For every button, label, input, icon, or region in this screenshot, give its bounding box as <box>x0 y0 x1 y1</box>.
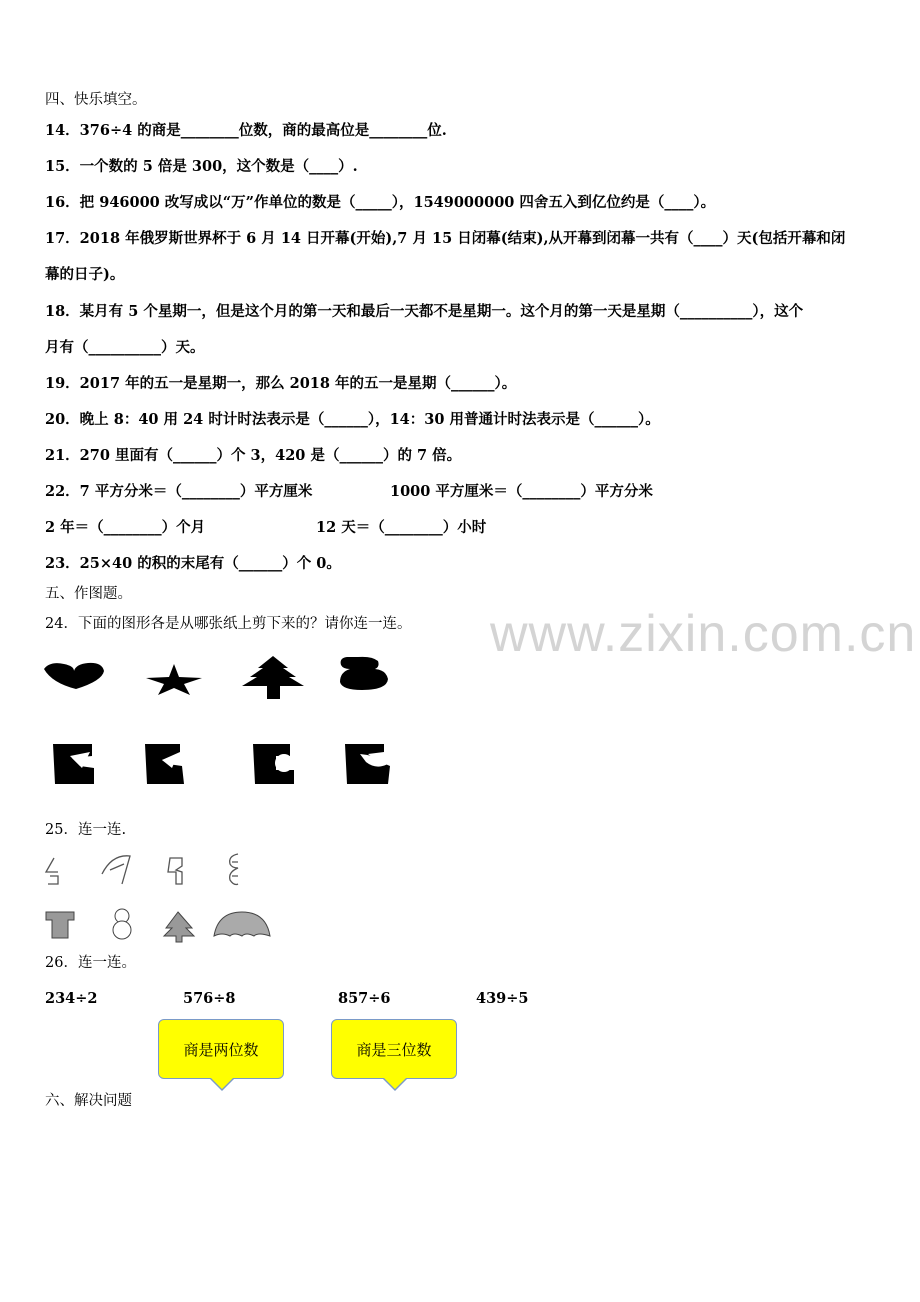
q25-pictures <box>42 850 272 945</box>
question-19: 19．2017 年的五一是星期一，那么 2018 年的五一是星期（______）。 <box>45 375 517 392</box>
question-22-part1: 22．7 平方分米＝（________）平方厘米 <box>45 483 313 500</box>
question-22-part3: 2 年＝（________）个月 <box>45 519 206 536</box>
mushroom-icon <box>46 912 74 938</box>
expression-4: 439÷5 <box>476 990 529 1007</box>
half-umbrella-icon <box>102 856 130 884</box>
question-15: 15．一个数的 5 倍是 300，这个数是（____）. <box>45 158 358 175</box>
question-17-line1: 17．2018 年俄罗斯世界杯于 6 月 14 日开幕(开始),7 月 15 日闭幕(结束),从开幕到闭幕一共有（____）天(包括开幕和闭 <box>45 230 846 247</box>
expression-1: 234÷2 <box>45 990 98 1007</box>
section-6-heading: 六、解决问题 <box>45 1093 132 1109</box>
bubble-three-digit-label: 商是三位数 <box>356 1040 432 1059</box>
question-26: 26．连一连。 <box>45 955 136 971</box>
half-snowman-icon <box>46 858 58 884</box>
question-22-part4: 12 天＝（________）小时 <box>316 519 487 536</box>
heart-shape-icon <box>44 663 104 689</box>
snowman-icon-bottom <box>113 921 131 939</box>
question-25: 25．连一连. <box>45 822 127 838</box>
tree-arrow-shape-icon <box>242 656 304 699</box>
question-23: 23．25×40 的积的末尾有（______）个 0。 <box>45 555 341 572</box>
snowman-shape-icon <box>340 657 388 690</box>
half-eight-icon <box>230 854 238 885</box>
question-22-part2: 1000 平方厘米＝（________）平方分米 <box>390 483 653 500</box>
half-tree-icon <box>168 858 182 884</box>
paper-sheet-4-icon <box>345 744 390 784</box>
expression-2: 576÷8 <box>183 990 236 1007</box>
question-16: 16．把 946000 改写成以“万”作单位的数是（_____），1549000000 四舍五入到亿位约是（____）。 <box>45 194 716 211</box>
question-18-line2: 月有（__________）天。 <box>45 339 205 356</box>
q24-cutout-shapes <box>42 655 394 699</box>
star-shape-icon <box>146 664 202 695</box>
bubble-three-digit-quotient[interactable] <box>331 1019 457 1079</box>
umbrella-icon <box>214 912 270 936</box>
question-24: 24．下面的图形各是从哪张纸上剪下来的？请你连一连。 <box>45 616 412 632</box>
paper-sheet-2-icon <box>145 744 184 784</box>
expression-3: 857÷6 <box>338 990 391 1007</box>
question-14: 14．376÷4 的商是________位数，商的最高位是________位. <box>45 122 447 139</box>
bubble-two-digit-label: 商是两位数 <box>183 1040 259 1059</box>
question-18-line1: 18．某月有 5 个星期一，但是这个月的第一天和最后一天都不是星期一。这个月的第一天是星期（__________），这个 <box>45 303 804 320</box>
question-21: 21．270 里面有（______）个 3，420 是（______）的 7 倍。 <box>45 447 462 464</box>
bubble-two-digit-quotient[interactable] <box>158 1019 284 1079</box>
question-20: 20．晚上 8：40 用 24 时计时法表示是（______），14：30 用普通计时法表示是（______）。 <box>45 411 660 428</box>
section-4-heading: 四、快乐填空。 <box>45 92 147 108</box>
paper-sheet-1-icon <box>53 744 94 784</box>
tree-icon <box>164 912 194 942</box>
watermark: www.zixin.com.cn <box>490 605 917 663</box>
question-17-line2: 幕的日子)。 <box>45 266 125 283</box>
paper-sheet-3-icon <box>253 744 294 784</box>
section-5-heading: 五、作图题。 <box>45 586 132 602</box>
q24-paper-sheets <box>50 740 395 788</box>
